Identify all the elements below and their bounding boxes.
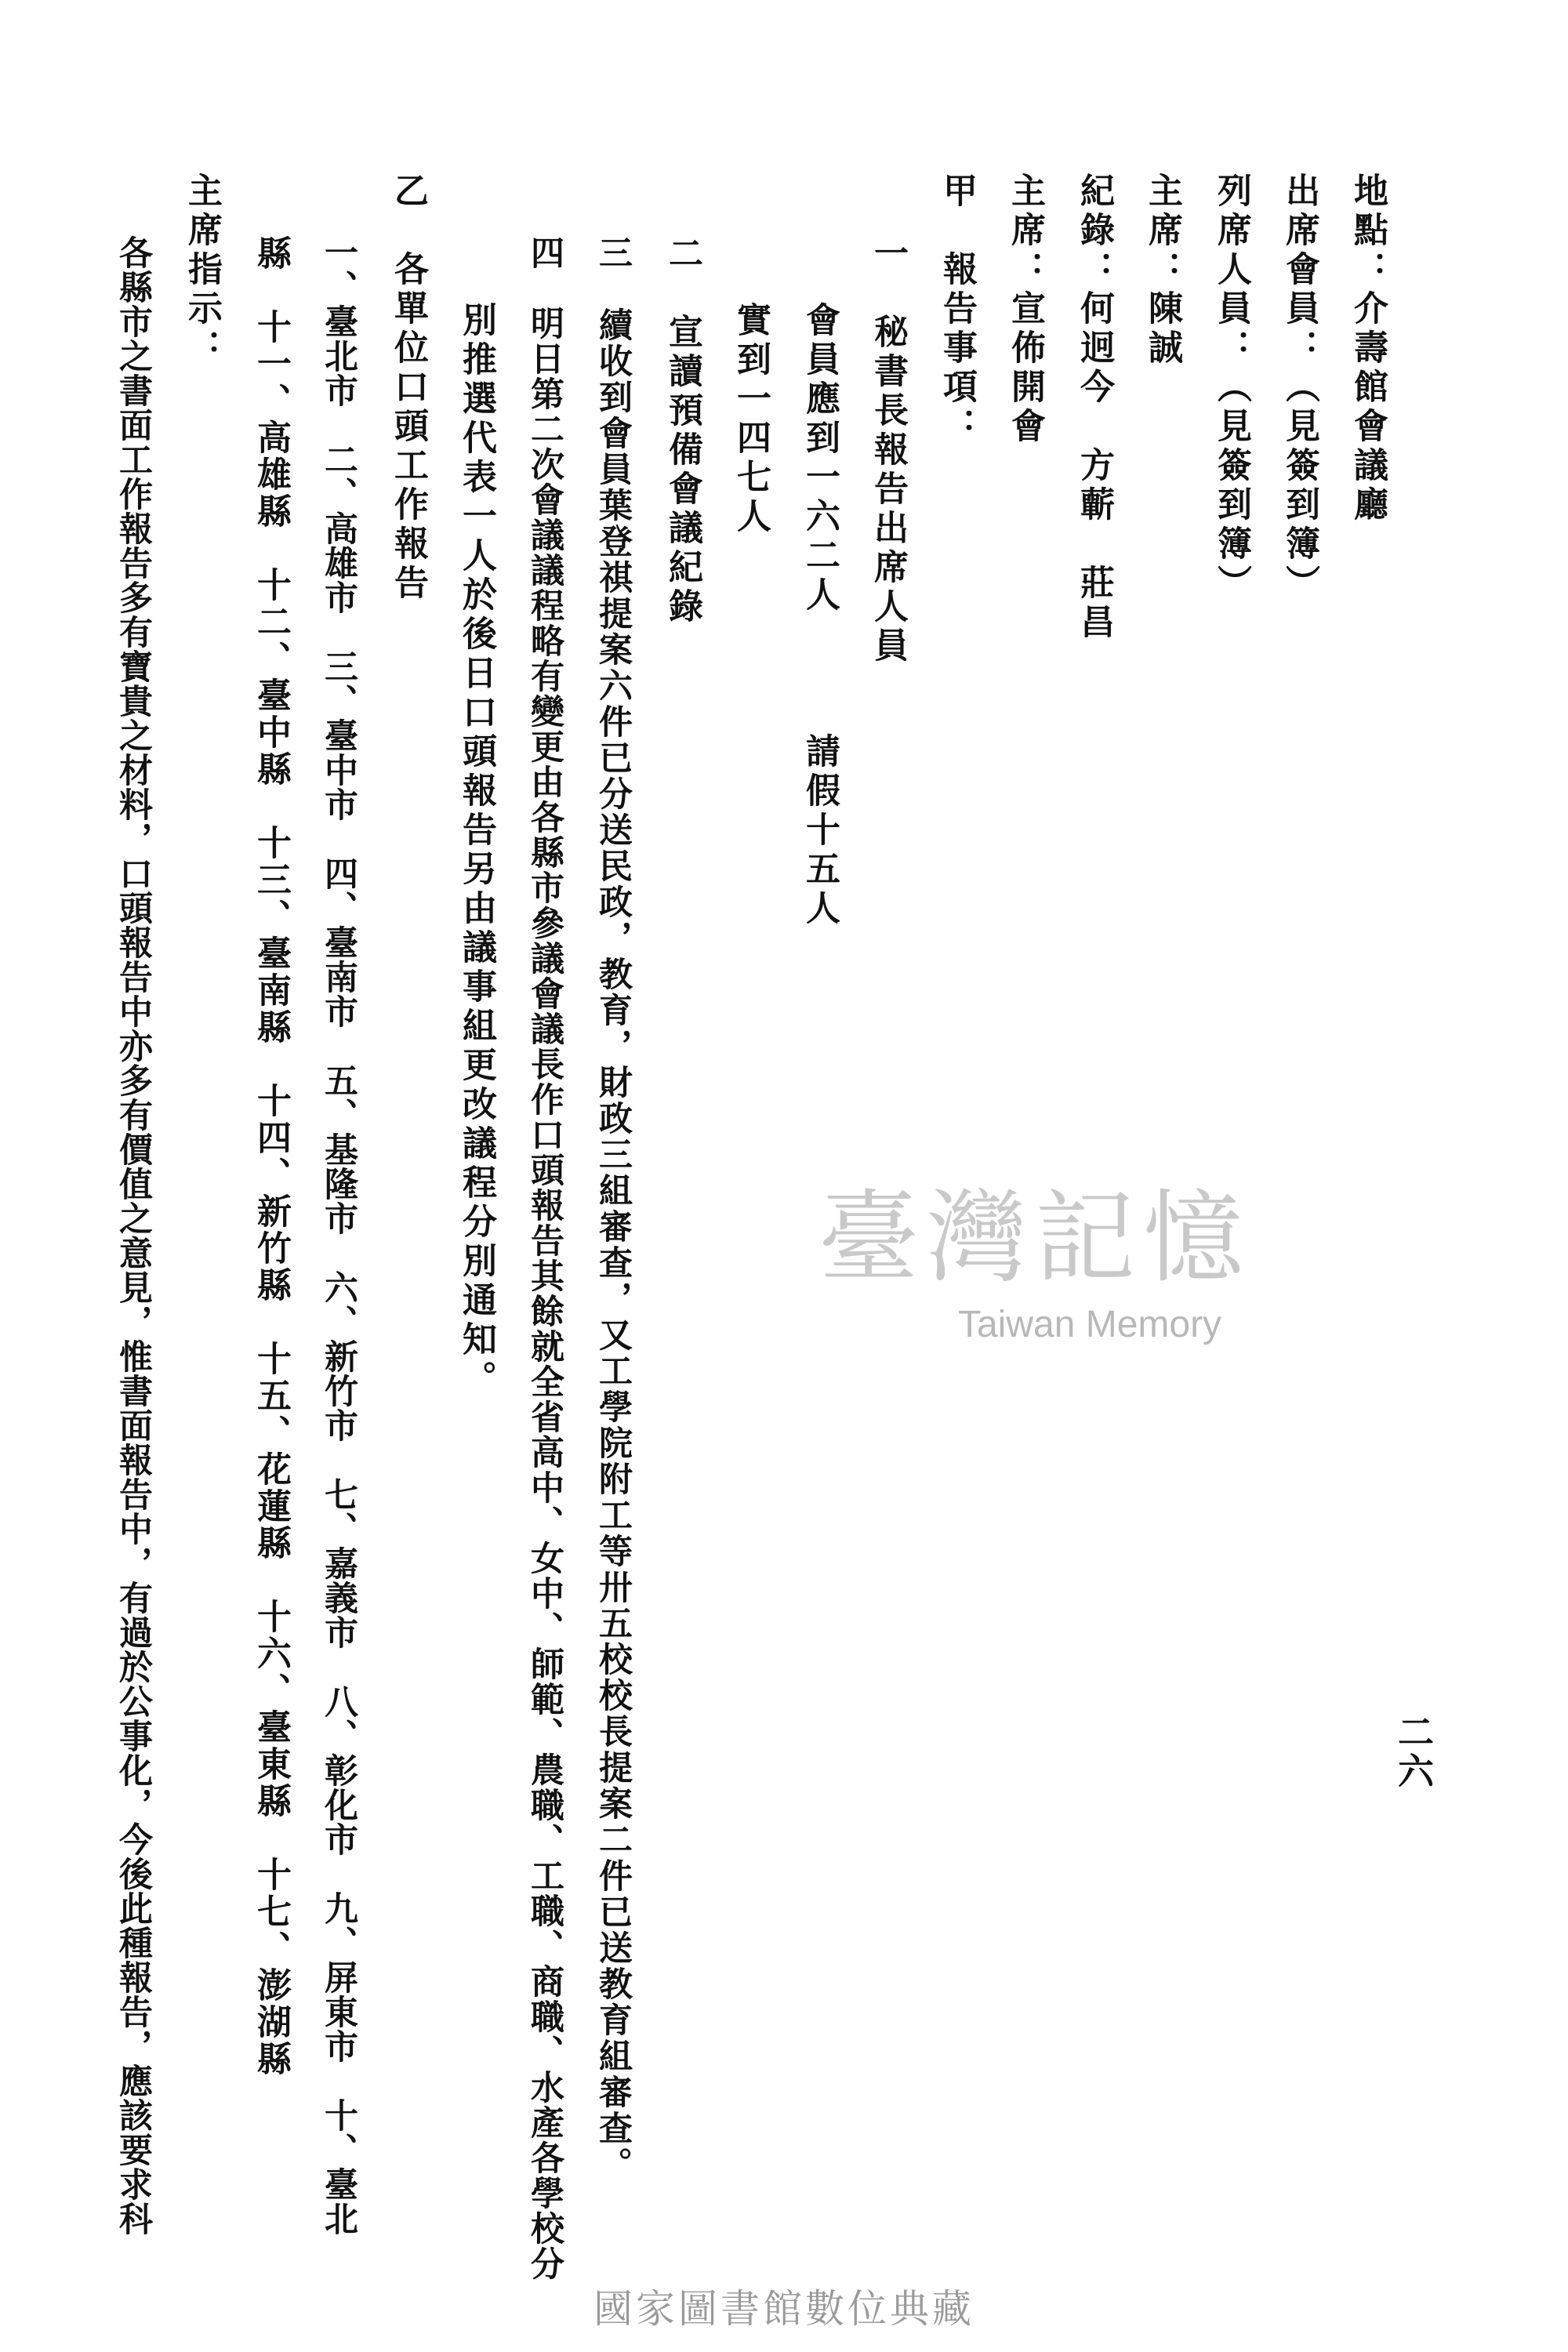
watermark-chinese: 臺灣記憶 (818, 1180, 1251, 1297)
text-column-section-b-heading: 乙 各單位口頭工作報告 (388, 172, 428, 604)
text-column-item-1: 一 秘書長報告出席人員 (868, 235, 908, 666)
text-column-item-2: 二 宣讀預備會議紀錄 (662, 235, 702, 627)
text-column-item-3: 三 續收到會員葉登祺提案六件已分送民政，教育，財政三組審查，又工學院附工等卅五校校長提案二件已送教育組審查。 (593, 235, 633, 2183)
text-column-chairman-opens: 主席：宣佈開會 (1005, 172, 1045, 447)
text-column-section-a-heading: 甲 報告事項： (937, 172, 977, 447)
text-column-units-list-2: 縣 十一、高雄縣 十二、臺中縣 十三、臺南縣 十四、新竹縣 十五、花蓮縣 十六、臺東縣 十七、澎湖縣 (251, 235, 291, 2078)
text-column-chairman: 主席：陳誠 (1142, 172, 1182, 368)
text-column-location: 地點：介壽館會議廳 (1348, 172, 1388, 525)
text-column-item-4-cont: 別推選代表一人於後日口頭報告另由議事組更改議程分別通知。 (456, 302, 496, 1399)
text-column-units-list-1: 一、臺北市 二、高雄市 三、臺中市 四、臺南市 五、基隆市 六、新竹市 七、嘉義市 八、彰化市 九、屏東市 十、臺北 (319, 235, 358, 2236)
text-column-item-1-present: 實到一四七人 (731, 302, 771, 537)
text-column-recorders: 紀錄：何迥今 方蘄 莊昌 (1074, 172, 1114, 643)
text-column-item-1-members: 會員應到一六二人 請假十五人 (800, 302, 840, 929)
text-column-observers: 列席人員：（見簽到簿） (1211, 172, 1251, 604)
text-column-chairman-instructions: 主席指示： (182, 172, 222, 368)
text-column-instructions-body: 各縣市之書面工作報告多有寶貴之材料，口頭報告中亦多有價值之意見，惟書面報告中，有過於公事化，今後此種報告，應該要求科 (114, 235, 153, 2236)
watermark-english: Taiwan Memory (957, 1304, 1222, 1345)
text-column-attending-members: 出席會員：（見簽到簿） (1279, 172, 1319, 604)
text-column-item-4: 四 明日第二次會議議程略有變更由各縣市參議會議長作口頭報告其餘就全省高中、女中、師範、農職、工職、商職、水產各學校分 (525, 235, 564, 2281)
page-number: 二六 (1392, 1713, 1435, 1791)
watermark (784, 1176, 1286, 1364)
footer-caption: 國家圖書館數位典藏 (593, 2286, 975, 2332)
